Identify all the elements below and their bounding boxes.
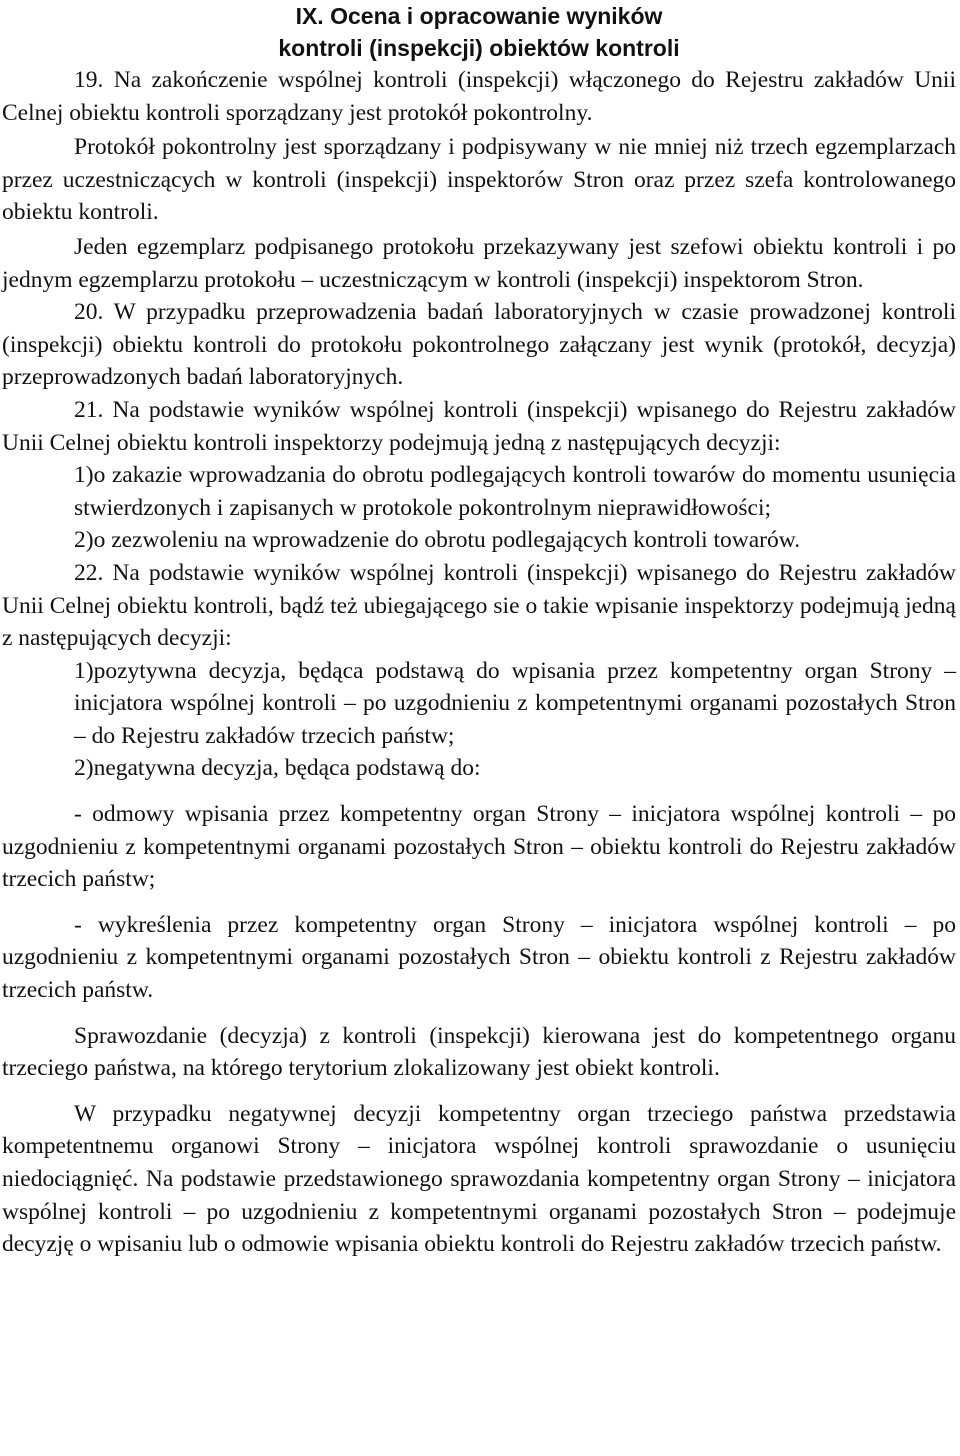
paragraph-19: 19. Na zakończenie wspólnej kontroli (inspekcji) włączonego do Rejestru zakładów Unii Celnej obiektu kontroli sporządzany jest protokół pokontrolny. [2, 67, 956, 126]
section-heading-line-1: IX. Ocena i opracowanie wyników [295, 3, 663, 29]
paragraph-22-refusal: - odmowy wpisania przez kompetentny organ Strony – inicjatora wspólnej kontroli – po uzgodnieniu z kompetentnymi organami pozostałych Stron – obiektu kontroli do Rejestru zakładów trzecich państw; [2, 801, 956, 893]
paragraph-21: 21. Na podstawie wyników wspólnej kontroli (inspekcji) wpisanego do Rejestru zakładów Unii Celnej obiektu kontroli inspektorzy podejmują jedną z następujących decyzji: [2, 396, 956, 456]
paragraph-19-protocol-copies: Jeden egzemplarz podpisanego protokołu przekazywany jest szefowi obiektu kontroli i po jednym egzemplarzu protokołu – uczestniczącym w kontroli (inspekcji) inspektorom Stron. [2, 233, 956, 293]
section-heading [2, 0, 956, 64]
section-heading-line-2: kontroli (inspekcji) obiektów kontroli [278, 35, 680, 61]
paragraph-22: 22. Na podstawie wyników wspólnej kontroli (inspekcji) wpisanego do Rejestru zakładów Unii Celnej obiektu kontroli, bądź też ubiegającego sie o takie wpisanie inspektorzy podejmują jedną z następujących decyzji: [2, 559, 956, 652]
paragraph-21-decision-2: 2)o zezwoleniu na wprowadzenie do obrotu podlegających kontroli towarów. [74, 527, 801, 554]
paragraph-22-decision-2: 2)negatywna decyzja, będąca podstawą do: [74, 755, 481, 782]
paragraph-negative-decision: W przypadku negatywnej decyzji kompetentny organ trzeciego państwa przedstawia kompetentnemu organowi Strony – inicjatora wspólnej kontroli sprawozdanie o usunięciu niedociągnięć. Na podstawie przedstawionego sprawozdania kompetentny organ Strony – inicjatora wspólnej kontroli – po uzgodnieniu z kompetentnymi organami pozostałych Stron – podejmuje decyzję o wpisaniu lub o odmowie wpisania obiektu kontroli do Rejestru zakładów trzecich państw. [2, 1100, 956, 1258]
paragraph-22-removal: - wykreślenia przez kompetentny organ Strony – inicjatora wspólnej kontroli – po uzgodnieniu z kompetentnymi organami pozostałych Stron – obiektu kontroli z Rejestru zakładów trzecich państw. [2, 911, 956, 1004]
paragraph-19-protocol-signing: Protokół pokontrolny jest sporządzany i podpisywany w nie mniej niż trzech egzemplarzach przez uczestniczących w kontroli (inspekcji) inspektorów Stron oraz przez szefa kontrolowanego obiektu kontroli. [2, 134, 956, 226]
paragraph-21-decision-1: 1)o zakazie wprowadzania do obrotu podlegających kontroli towarów do momentu usunięcia stwierdzonych i zapisanych w protokole pokontrolnym nieprawidłowości; [74, 462, 956, 521]
paragraph-20: 20. W przypadku przeprowadzenia badań laboratoryjnych w czasie prowadzonej kontroli (inspekcji) obiektu kontroli do protokołu pokontrolnego załączany jest wynik (protokół, decyzja) przeprowadzonych badań laboratoryjnych. [2, 299, 956, 391]
paragraph-22-decision-1: 1)pozytywna decyzja, będąca podstawą do wpisania przez kompetentny organ Strony – inicjatora wspólnej kontroli – po uzgodnieniu z kompetentnymi organami pozostałych Stron – do Rejestru zakładów trzecich państw; [74, 657, 956, 749]
paragraph-report: Sprawozdanie (decyzja) z kontroli (inspekcji) kierowana jest do kompetentnego organu trzeciego państwa, na którego terytorium zlokalizowany jest obiekt kontroli. [2, 1022, 956, 1082]
